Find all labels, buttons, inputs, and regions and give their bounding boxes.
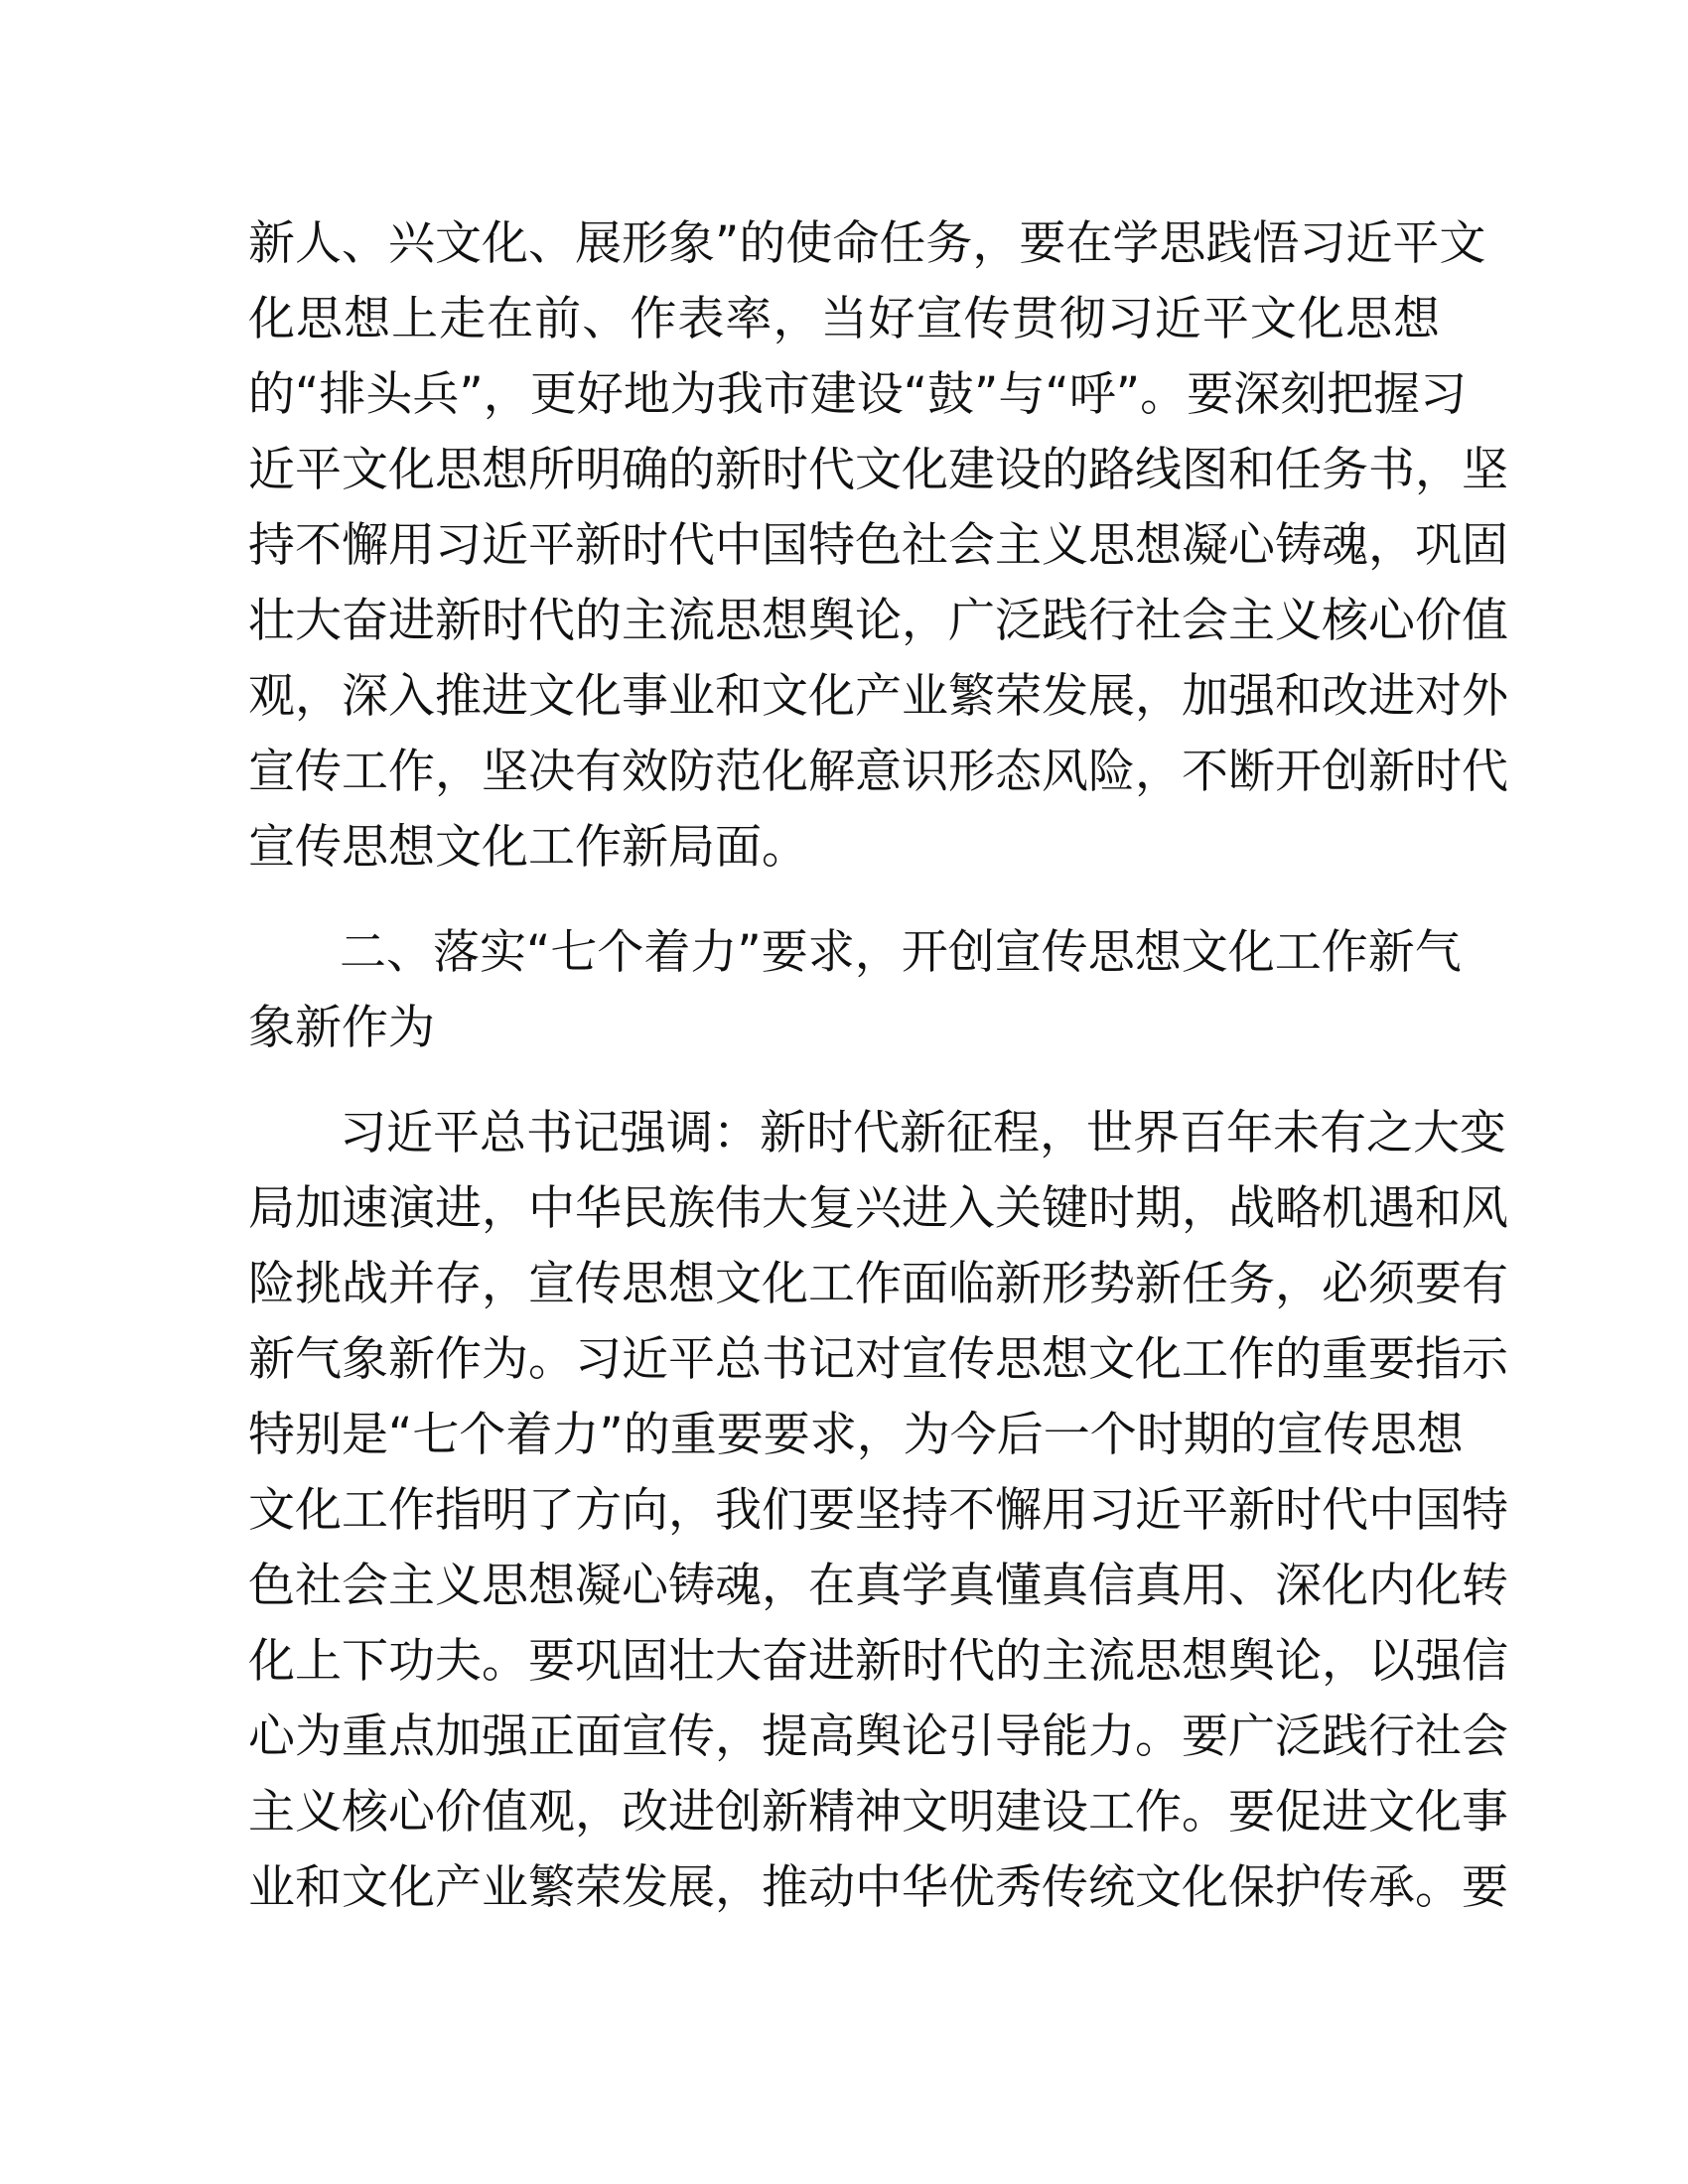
paragraph-1-line-5: 持不懈用习近平新时代中国特色社会主义思想凝心铸魂，巩固 xyxy=(248,518,1508,573)
paragraph-3-line-8: 化上下功夫。要巩固壮大奋进新时代的主流思想舆论，以强信 xyxy=(248,1634,1508,1689)
paragraph-3-line-4: 新气象新作为。习近平总书记对宣传思想文化工作的重要指示 xyxy=(248,1332,1508,1387)
paragraph-1-line-3: 的“排头兵”，更好地为我市建设“鼓”与“呼”。要深刻把握习 xyxy=(248,367,1468,422)
paragraph-3-line-11: 业和文化产业繁荣发展，推动中华优秀传统文化保护传承。要 xyxy=(248,1860,1508,1915)
paragraph-3-line-1: 习近平总书记强调：新时代新征程，世界百年未有之大变 xyxy=(340,1106,1506,1160)
paragraph-1-line-6: 壮大奋进新时代的主流思想舆论，广泛践行社会主义核心价值 xyxy=(248,594,1508,648)
paragraph-3-line-9: 心为重点加强正面宣传，提高舆论引导能力。要广泛践行社会 xyxy=(248,1709,1508,1764)
section-heading-line-1: 二、落实“七个着力”要求，开创宣传思想文化工作新气 xyxy=(340,925,1462,980)
paragraph-1-line-1: 新人、兴文化、展形象”的使命任务，要在学思践悟习近平文 xyxy=(248,216,1486,271)
paragraph-3-line-7: 色社会主义思想凝心铸魂，在真学真懂真信真用、深化内化转 xyxy=(248,1559,1508,1613)
paragraph-3-line-3: 险挑战并存，宣传思想文化工作面临新形势新任务，必须要有 xyxy=(248,1257,1508,1311)
section-heading-line-2: 象新作为 xyxy=(248,1001,435,1055)
paragraph-1-line-8: 宣传工作，坚决有效防范化解意识形态风险，不断开创新时代 xyxy=(248,745,1508,799)
paragraph-1-line-4: 近平文化思想所明确的新时代文化建设的路线图和任务书，坚 xyxy=(248,443,1508,497)
paragraph-3-line-10: 主义核心价值观，改进创新精神文明建设工作。要促进文化事 xyxy=(248,1785,1508,1840)
paragraph-3-line-5: 特别是“七个着力”的重要要求，为今后一个时期的宣传思想 xyxy=(248,1408,1464,1462)
paragraph-1-line-2: 化思想上走在前、作表率，当好宣传贯彻习近平文化思想 xyxy=(248,292,1440,346)
paragraph-3-line-2: 局加速演进，中华民族伟大复兴进入关键时期，战略机遇和风 xyxy=(248,1181,1508,1236)
paragraph-1-line-9: 宣传思想文化工作新局面。 xyxy=(248,820,808,875)
paragraph-1-line-7: 观，深入推进文化事业和文化产业繁荣发展，加强和改进对外 xyxy=(248,669,1508,724)
paragraph-3-line-6: 文化工作指明了方向，我们要坚持不懈用习近平新时代中国特 xyxy=(248,1483,1508,1538)
